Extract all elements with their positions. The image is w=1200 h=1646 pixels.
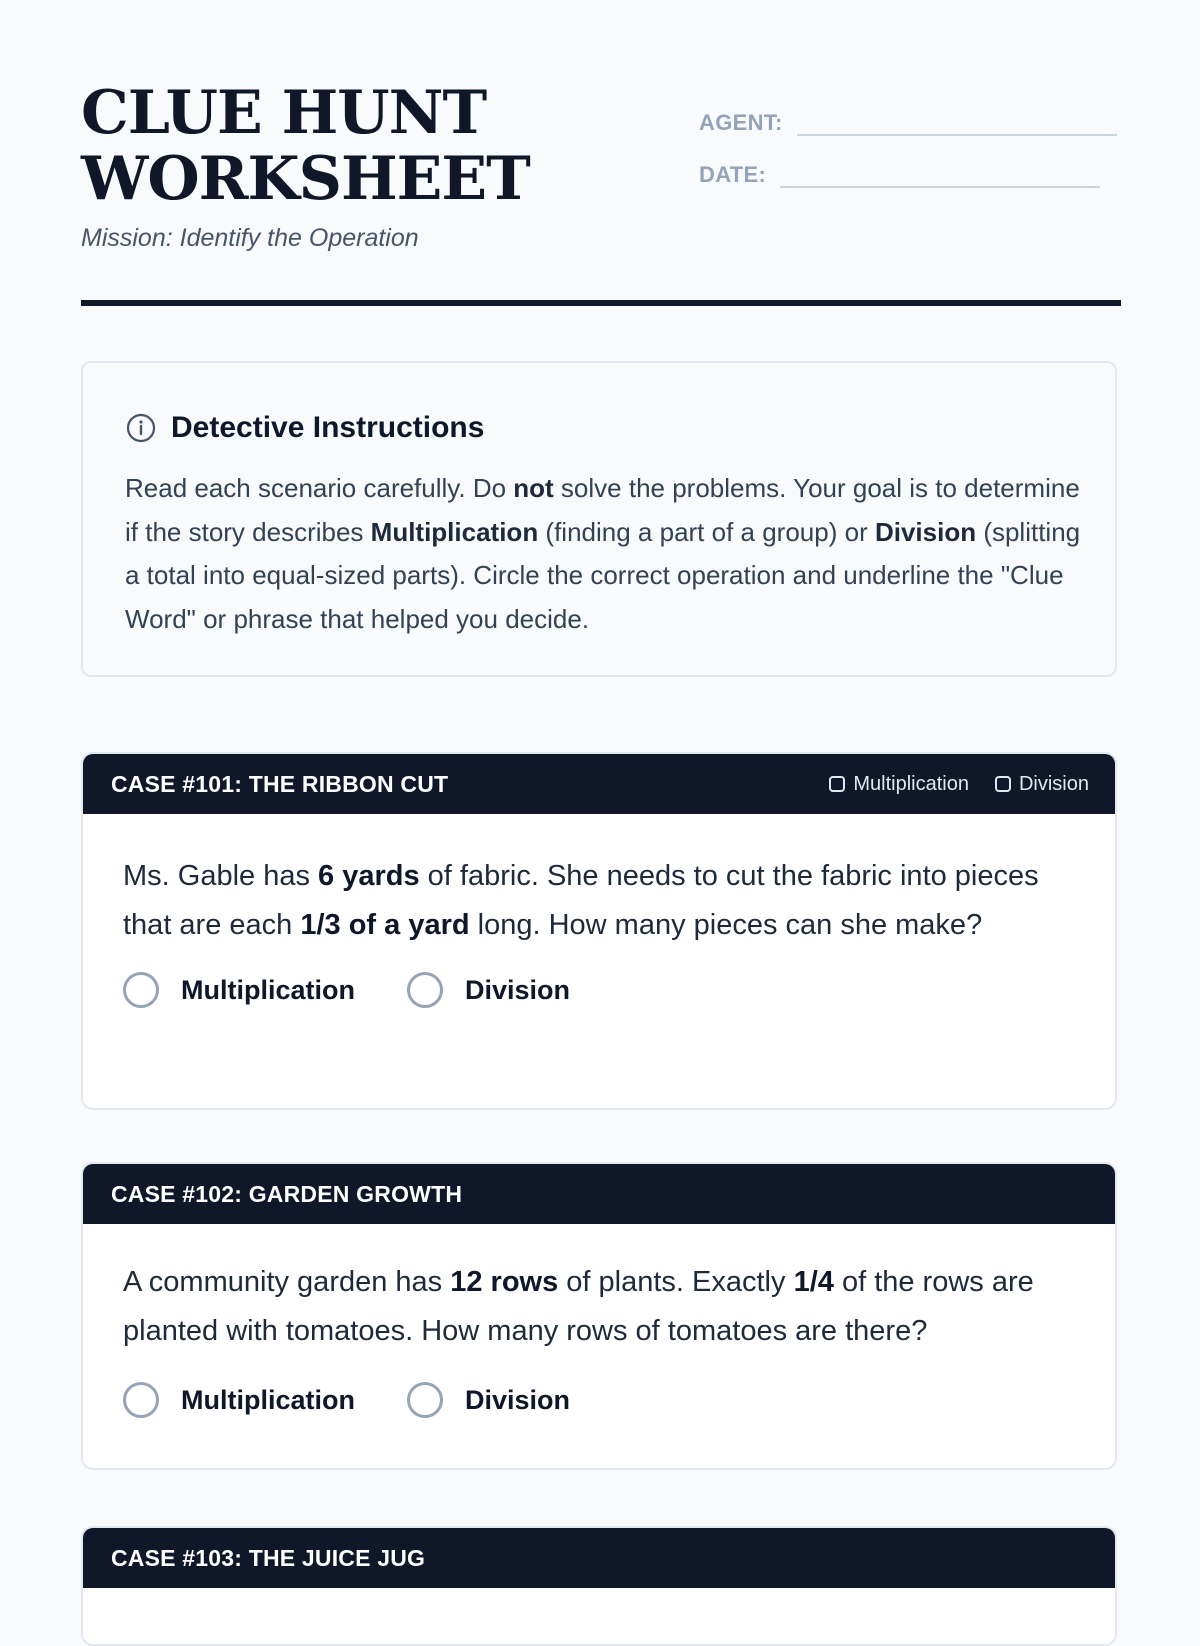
instr-text-1: Read each scenario carefully. Do	[125, 473, 514, 503]
choice-label: Multiplication	[181, 974, 355, 1005]
operation-choices	[123, 1382, 1075, 1418]
instructions-title: Detective Instructions	[171, 411, 485, 444]
case-scenario	[123, 1258, 1075, 1356]
date-field[interactable]	[780, 160, 1100, 188]
instr-text-2: solve the problems. Your goal is to determine if the story describes	[125, 473, 1080, 547]
operation-choices	[123, 972, 1075, 1008]
case-card-103	[81, 1526, 1117, 1646]
choice-label: Multiplication	[181, 1384, 355, 1415]
scenario-bold: 6 yards	[318, 860, 420, 892]
instructions-text	[125, 467, 1085, 641]
choice-multiplication[interactable]	[123, 1382, 355, 1418]
scenario-bold: 12 rows	[450, 1266, 559, 1298]
page-subtitle: Mission: Identify the Operation	[81, 224, 419, 252]
checkbox-icon[interactable]	[995, 776, 1011, 792]
radio-circle-icon[interactable]	[407, 972, 443, 1008]
agent-row	[699, 84, 1123, 136]
radio-circle-icon[interactable]	[123, 1382, 159, 1418]
scenario-text: of fabric. She needs to cut the fabric into pieces that are each	[123, 860, 1039, 941]
case-title: CASE #101: THE RIBBON CUT	[111, 770, 449, 797]
scenario-text: long. How many pieces can she make?	[469, 909, 983, 941]
choice-multiplication[interactable]	[123, 972, 355, 1008]
scenario-text: Ms. Gable has	[123, 860, 319, 892]
case-header	[83, 1164, 1115, 1224]
quick-option-multiplication[interactable]	[829, 773, 969, 796]
info-icon	[125, 412, 157, 444]
checkbox-icon[interactable]	[829, 776, 845, 792]
case-title: CASE #103: THE JUICE JUG	[111, 1544, 426, 1571]
radio-circle-icon[interactable]	[407, 1382, 443, 1418]
case-body	[83, 814, 1115, 1008]
instr-text-3: (finding a part of a group) or	[538, 516, 875, 547]
quick-option-label: Multiplication	[853, 772, 969, 795]
quick-option-division[interactable]	[995, 773, 1089, 796]
instr-text-4: (splitting a total into equal-sized parts). Circle the correct operation and underline the "Clue Word" or phrase that helped you decide.	[125, 516, 1081, 634]
header-divider	[81, 300, 1121, 306]
choice-label: Division	[464, 974, 571, 1005]
date-label: DATE:	[699, 162, 767, 187]
agent-label: AGENT:	[699, 110, 783, 135]
instructions-header	[125, 411, 484, 445]
scenario-text: of the rows are planted with tomatoes. How many rows of tomatoes are there?	[123, 1266, 1034, 1347]
date-row	[699, 136, 1123, 188]
instr-bold-not: not	[513, 473, 554, 503]
quick-options	[829, 773, 1089, 796]
radio-circle-icon[interactable]	[123, 972, 159, 1008]
case-card-101	[81, 752, 1117, 1110]
case-body	[83, 1224, 1115, 1418]
agent-date-block	[699, 84, 1123, 188]
case-header	[83, 1528, 1115, 1588]
case-scenario	[123, 852, 1075, 950]
agent-field[interactable]	[797, 108, 1117, 136]
quick-option-label: Division	[1018, 772, 1089, 795]
choice-division[interactable]	[407, 972, 570, 1008]
case-header	[83, 754, 1115, 814]
scenario-text: A community garden has	[123, 1266, 451, 1298]
instr-bold-multiplication: Multiplication	[370, 516, 539, 547]
scenario-text: of plants. Exactly	[558, 1266, 794, 1298]
page-title	[81, 80, 641, 212]
case-card-102	[81, 1162, 1117, 1470]
instr-bold-division: Division	[874, 516, 977, 547]
instructions-panel	[81, 361, 1117, 677]
scenario-bold: 1/3 of a yard	[300, 909, 470, 941]
choice-division[interactable]	[407, 1382, 570, 1418]
title-line-2: WORKSHEET	[81, 144, 530, 214]
scenario-bold: 1/4	[793, 1266, 834, 1298]
choice-label: Division	[464, 1384, 571, 1415]
title-line-1: CLUE HUNT	[81, 78, 487, 148]
case-title: CASE #102: GARDEN GROWTH	[111, 1180, 463, 1207]
